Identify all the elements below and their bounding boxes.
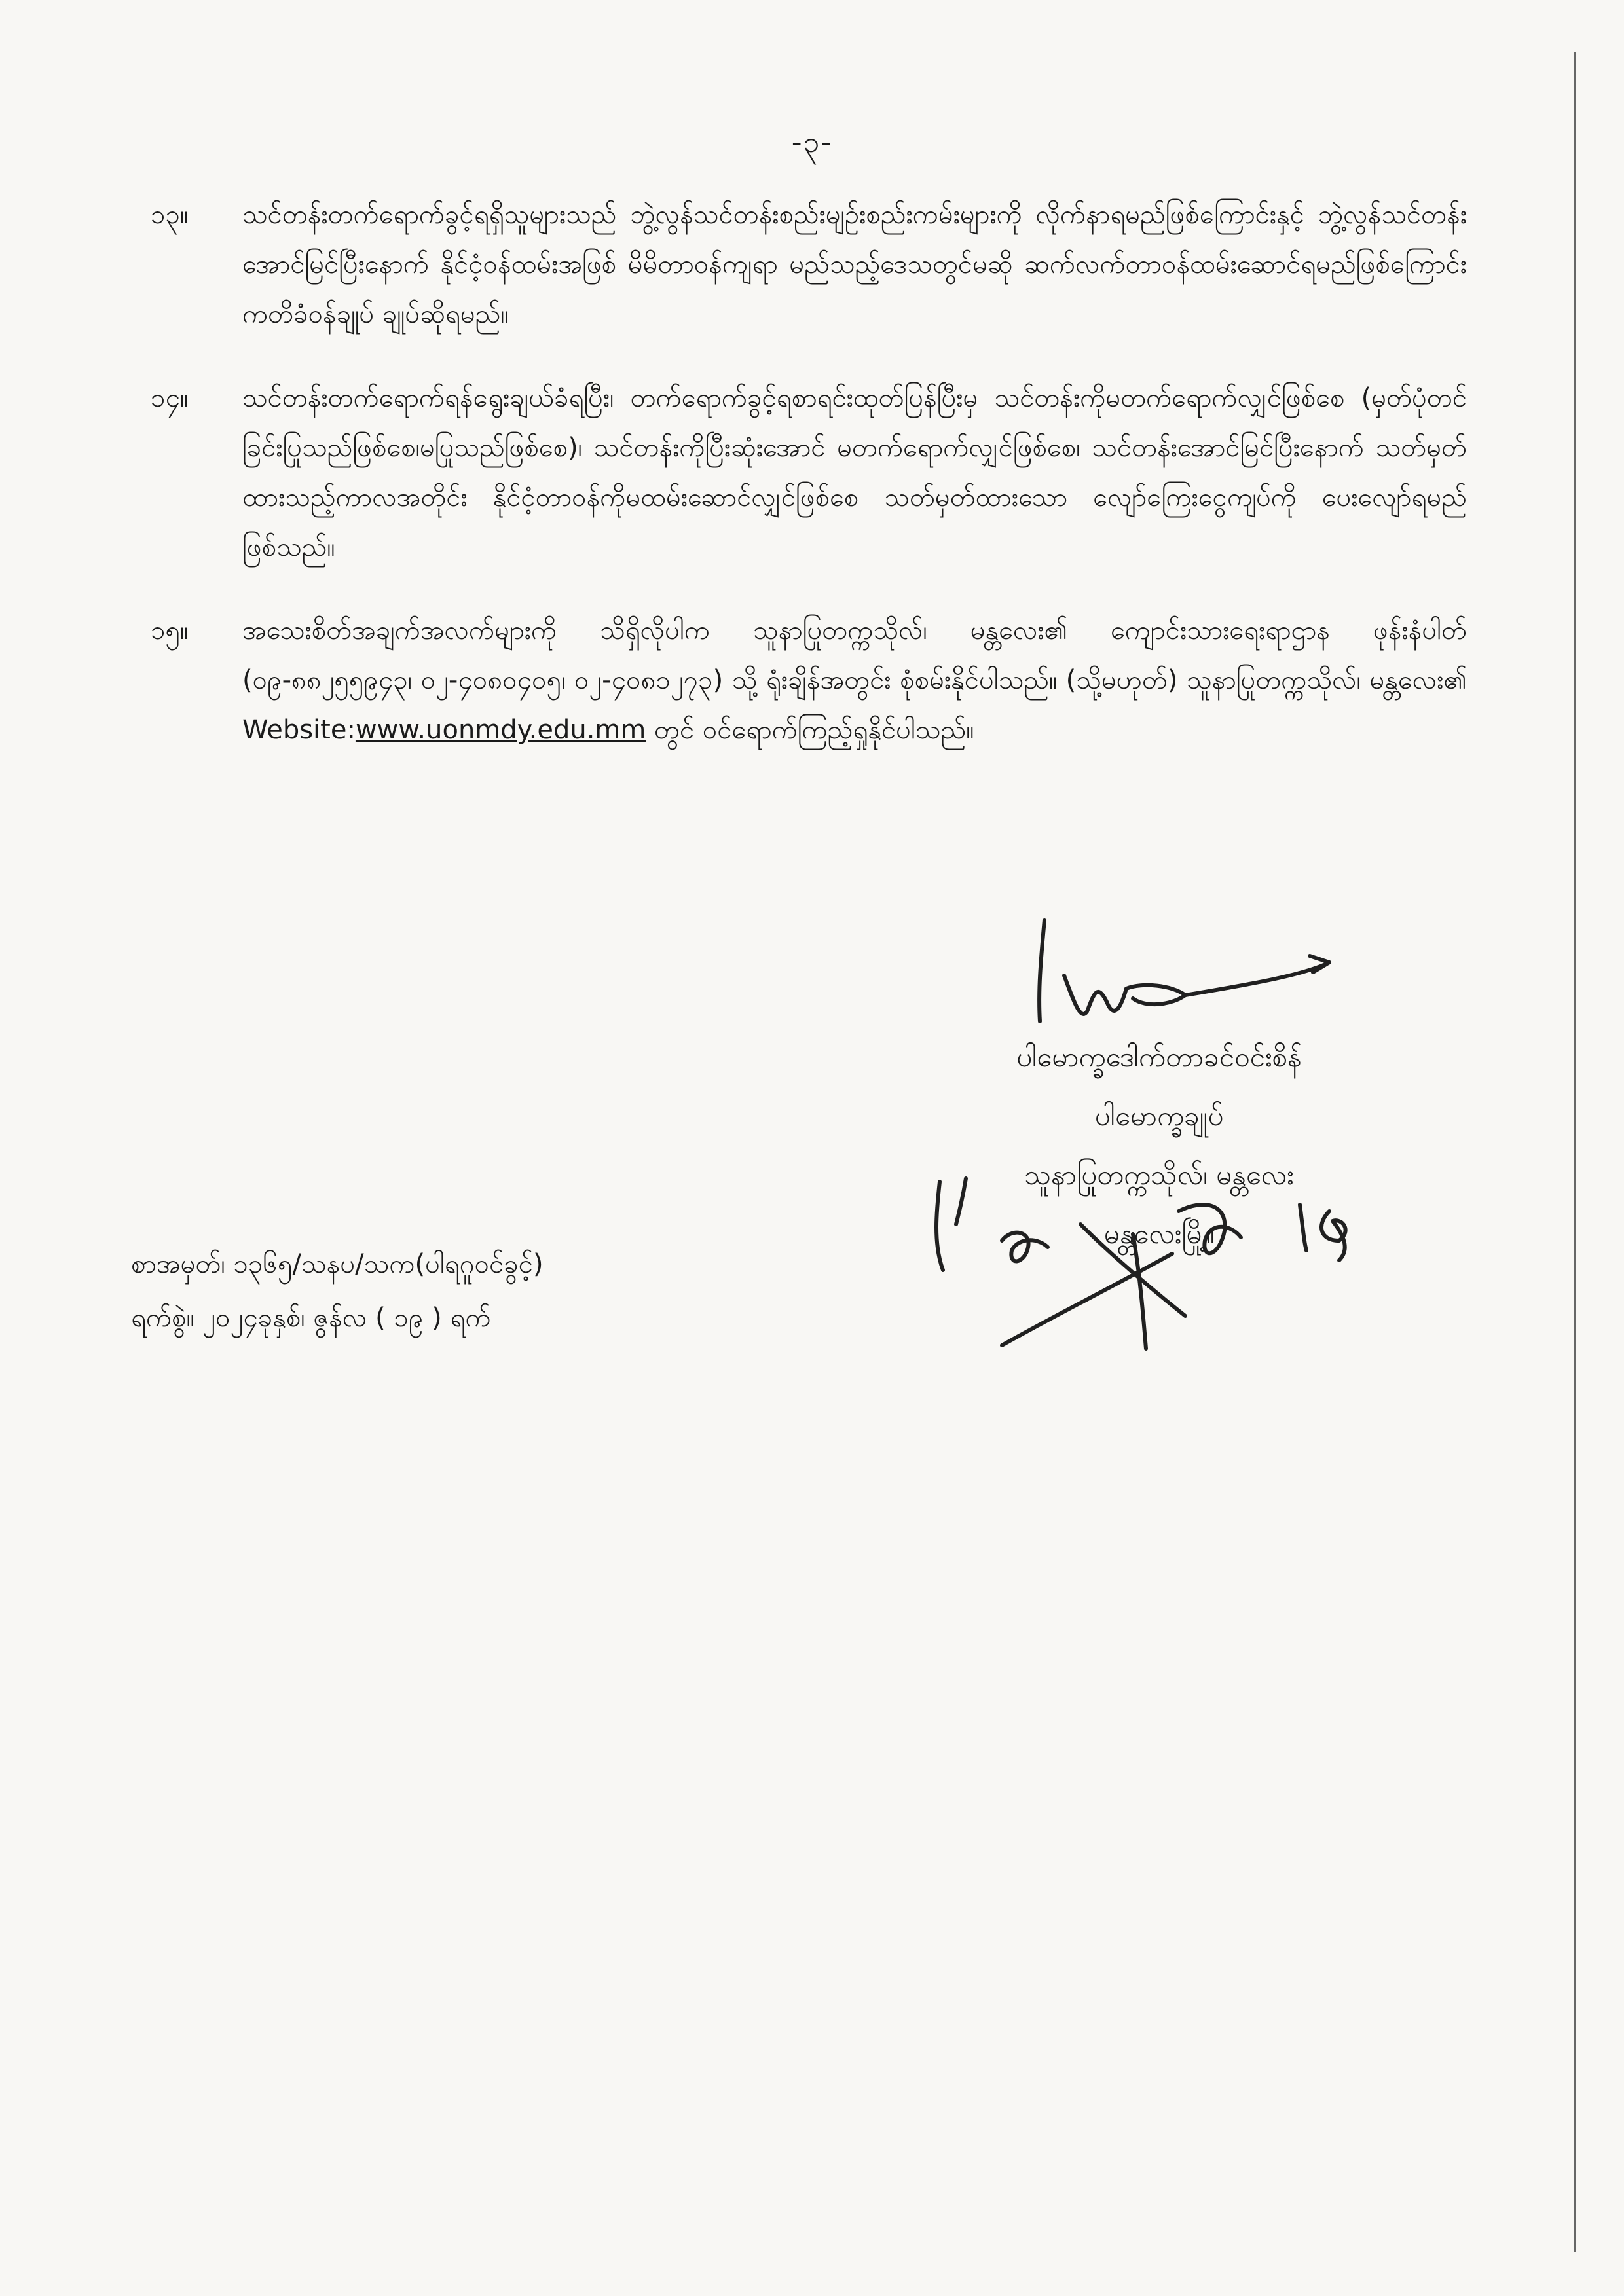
letter-number: စာအမှတ်၊ ၁၃၆၅/သနပ/သက(ပါရဂူဝင်ခွင့်): [131, 1249, 544, 1279]
reference-block: [131, 1237, 544, 1345]
letter-date: ရက်စွဲ။ ၂၀၂၄ခုနှစ်၊ ဇွန်လ ( ၁၉ ) ရက်: [131, 1303, 491, 1333]
paragraph-text-before-link: အသေးစိတ်အချက်အလက်များကို သိရှိလိုပါက သူနာပြုတက္ကသိုလ်၊ မန္တလေး၏ ကျောင်းသားရေးရာဌာန ဖုန်းနံပါတ် (၀၉-၈၈၂၅၅၉၄၃၊ ၀၂-၄၀၈၀၄၀၅၊ ၀၂-၄၀၈၁၂၇၃) သို့ ရုံးချိန်အတွင်း စုံစမ်းနိုင်ပါသည်။ (သို့မဟုတ်) သူနာပြုတက္ကသိုလ်၊ မန္တလေး၏ Website:: [242, 615, 1467, 745]
paragraph-text: သင်တန်းတက်ရောက်ခွင့်ရရှိသူများသည် ဘွဲ့လွန်သင်တန်းစည်းမျဉ်းစည်းကမ်းများကို လိုက်နာရမည်ဖြစ်ကြောင်းနှင့် ဘွဲ့လွန်သင်တန်းအောင်မြင်ပြီးနောက် နိုင်ငံ့ဝန်ထမ်းအဖြစ် မိမိတာဝန်ကျရာ မည်သည့်ဒေသတွင်မဆို ဆက်လက်တာဝန်ထမ်းဆောင်ရမည်ဖြစ်ကြောင်း ကတိခံဝန်ချုပ် ချုပ်ဆိုရမည်။: [242, 200, 1467, 329]
paragraph-number: ၁၄။: [151, 383, 189, 413]
signatory-block: [910, 1028, 1408, 1264]
paragraph-number: ၁၃။: [151, 200, 189, 230]
paragraph-text: သင်တန်းတက်ရောက်ရန်ရွေးချယ်ခံရပြီး၊ တက်ရောက်ခွင့်ရစာရင်းထုတ်ပြန်ပြီးမှ သင်တန်းကိုမတက်ရောက်လျှင်ဖြစ်စေ (မှတ်ပုံတင်ခြင်းပြုသည်ဖြစ်စေ၊မပြုသည်ဖြစ်စေ)၊ သင်တန်းကိုပြီးဆုံးအောင် မတက်ရောက်လျှင်ဖြစ်စေ၊ သင်တန်းအောင်မြင်ပြီးနောက် သတ်မှတ်ထားသည့်ကာလအတိုင်း နိုင်ငံ့တာဝန်ကိုမထမ်းဆောင်လျှင်ဖြစ်စေ သတ်မှတ်ထားသော လျော်ကြေးငွေကျပ်ကို ပေးလျော်ရမည်ဖြစ်သည်။: [242, 383, 1467, 562]
signatory-title: ပါမောက္ခချုပ်: [1094, 1100, 1224, 1132]
website-link[interactable]: www.uonmdy.edu.mm: [355, 715, 646, 745]
signatory-city: မန္တလေးမြို့။: [1103, 1218, 1215, 1250]
signatory-organization: သူနာပြုတက္ကသိုလ်၊ မန္တလေး: [1024, 1159, 1294, 1191]
signatory-name: ပါမောက္ခဒေါက်တာခင်ဝင်းစိန်: [1016, 1041, 1302, 1073]
page-number: -၃-: [791, 126, 833, 159]
paragraph-text-after-link: တွင် ဝင်ရောက်ကြည့်ရှုနိုင်ပါသည်။: [646, 715, 974, 745]
paragraph-number: ၁၅။: [151, 615, 189, 646]
